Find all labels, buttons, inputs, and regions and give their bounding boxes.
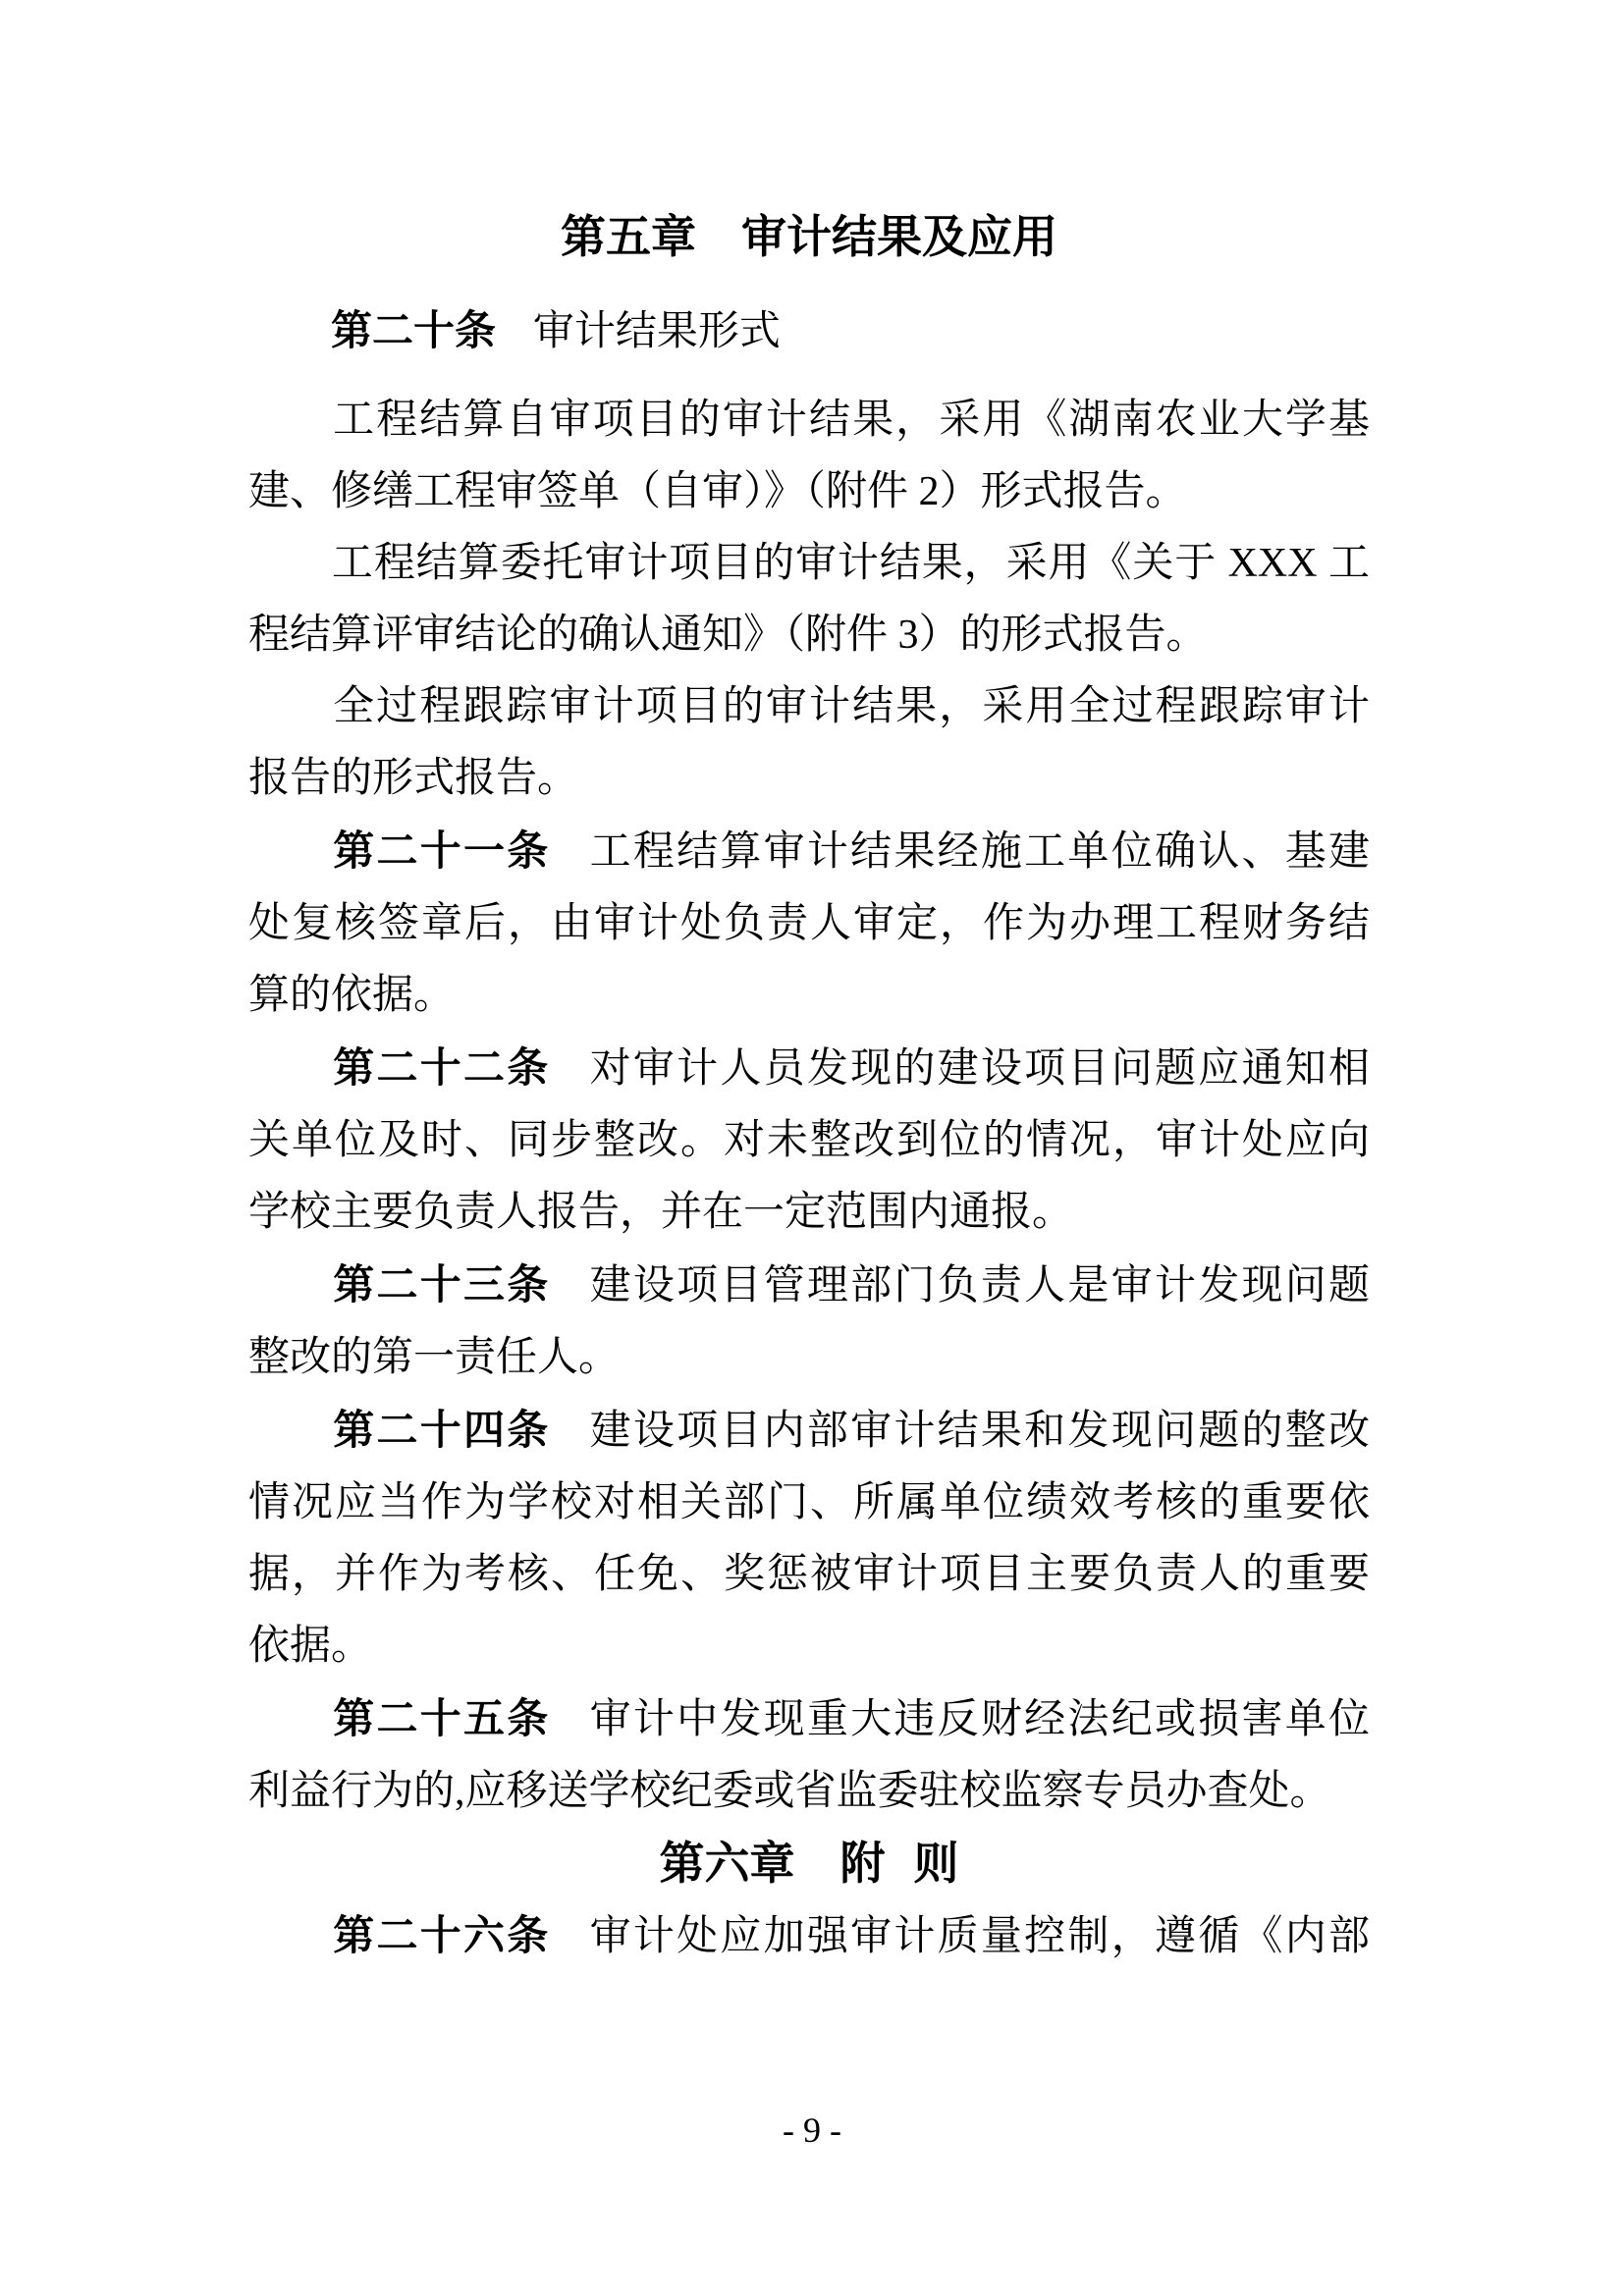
paragraph-text: 对审计人员发现的建设项目问题应通知相 [587, 1046, 1370, 1092]
paragraph-line [248, 1611, 1370, 1682]
paragraph-line [248, 1177, 1370, 1249]
paragraph-line [248, 456, 1370, 528]
article-21 [248, 815, 1370, 1032]
paragraph-text: 依据。 [248, 1624, 373, 1669]
article-22 [248, 1032, 1370, 1249]
paragraph-line [248, 671, 1370, 743]
paragraph-text: 处复核签章后，由审计处负责人审定，作为办理工程财务结 [248, 901, 1370, 946]
paragraph-text: 工程结算审计结果经施工单位确认、基建 [587, 829, 1370, 875]
paragraph-text: 利益行为的,应移送学校纪委或省监委驻校监察专员办查处。 [248, 1769, 1331, 1814]
chapter-5-title: 审计结果及应用 [741, 211, 1057, 262]
paragraph-text: 情况应当作为学校对相关部门、所属单位绩效考核的重要依 [248, 1480, 1370, 1525]
paragraph-line [248, 600, 1370, 671]
paragraph-line [248, 888, 1370, 960]
paragraph-text: 算的依据。 [248, 973, 456, 1018]
paragraph-text: 工程结算自审项目的审计结果，采用《湖南农业大学基 [331, 398, 1370, 443]
paragraph-line [248, 815, 1370, 888]
article-24-label: 第二十四条 [331, 1407, 551, 1453]
article-21-label: 第二十一条 [331, 828, 551, 874]
paragraph-line [248, 1322, 1370, 1394]
article-20-label: 第二十条 [331, 307, 497, 353]
paragraph-line [248, 743, 1370, 815]
chapter-5-number: 第五章 [561, 211, 696, 262]
paragraph-line [248, 960, 1370, 1032]
article-25 [248, 1682, 1370, 1828]
paragraph-text: 报告的形式报告。 [248, 756, 579, 801]
article-23-label: 第二十三条 [331, 1261, 551, 1308]
paragraph-text: 学校主要负责人报告，并在一定范围内通报。 [248, 1190, 1074, 1235]
article-26 [248, 1899, 1370, 1973]
paragraph-text: 关单位及时、同步整改。对未整改到位的情况，审计处应向 [248, 1118, 1370, 1163]
paragraph-line [248, 1539, 1370, 1611]
article-24 [248, 1394, 1370, 1682]
paragraph-text: 审计中发现重大违反财经法纪或损害单位 [587, 1697, 1370, 1742]
paragraph-2 [248, 528, 1370, 671]
chapter-6-title: 附 则 [839, 1838, 959, 1889]
paragraph-line [248, 1682, 1370, 1756]
paragraph-line [248, 385, 1370, 456]
paragraph-text: 审计处应加强审计质量控制，遵循《内部 [587, 1914, 1370, 1959]
document-content [248, 0, 1370, 1973]
paragraph-text: 据，并作为考核、任免、奖惩被审计项目主要负责人的重要 [248, 1552, 1370, 1597]
paragraph-text: 建、修缮工程审签单（自审）》（附件 2）形式报告。 [248, 469, 1187, 514]
paragraph-line [248, 1105, 1370, 1177]
article-26-label: 第二十六条 [331, 1912, 551, 1958]
paragraph-line [248, 1249, 1370, 1322]
article-22-label: 第二十二条 [331, 1044, 551, 1091]
article-20-title: 审计结果形式 [532, 309, 781, 354]
paragraph-text: 整改的第一责任人。 [248, 1335, 621, 1380]
article-23 [248, 1249, 1370, 1394]
paragraph-1 [248, 385, 1370, 528]
paragraph-text: 建设项目内部审计结果和发现问题的整改 [587, 1409, 1370, 1454]
chapter-6-heading [248, 1828, 1370, 1899]
paragraph-line [248, 1899, 1370, 1973]
paragraph-line [248, 1032, 1370, 1105]
paragraph-text: 建设项目管理部门负责人是审计发现问题 [587, 1263, 1370, 1308]
chapter-5-heading [248, 201, 1370, 273]
chapter-6-number: 第六章 [659, 1838, 795, 1889]
page-number: - 9 - [783, 2110, 841, 2150]
paragraph-text: 全过程跟踪审计项目的审计结果，采用全过程跟踪审计 [331, 684, 1370, 729]
paragraph-line [248, 1756, 1370, 1828]
paragraph-line [248, 1394, 1370, 1468]
paragraph-line [248, 1468, 1370, 1539]
paragraph-text: 程结算评审结论的确认通知》（附件 3）的形式报告。 [248, 613, 1208, 658]
paragraph-line [248, 528, 1370, 600]
article-20-heading [248, 294, 1370, 368]
article-25-label: 第二十五条 [331, 1695, 551, 1741]
paragraph-text: 工程结算委托审计项目的审计结果，采用《关于 XXX 工 [331, 541, 1370, 586]
paragraph-3 [248, 671, 1370, 815]
